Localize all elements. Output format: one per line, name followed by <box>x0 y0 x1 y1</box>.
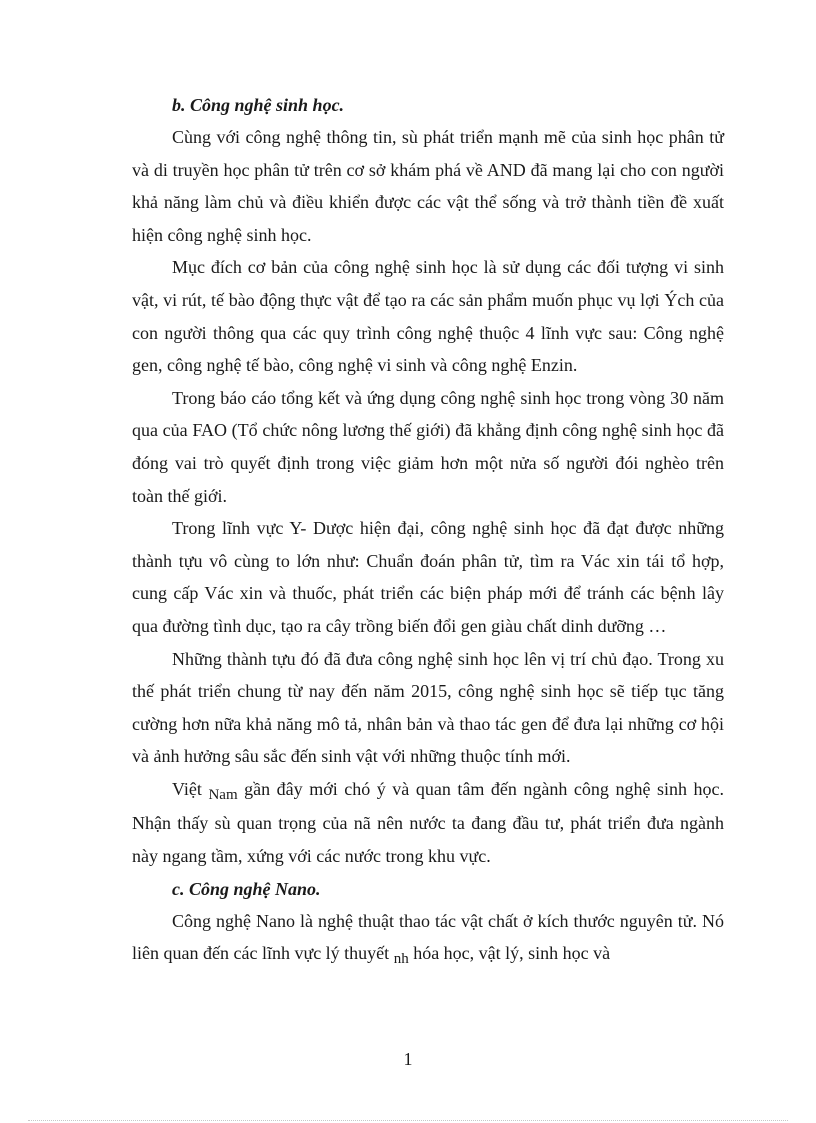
paragraph-6-subscript: Nam <box>208 786 238 803</box>
section-b-paragraph-2: Mục đích cơ bản của công nghệ sinh học là sử dụng các đối tượng vi sinh vật, vi rút, tế bào động thực vật để tạo ra các sản phẩm muốn phục vụ lợi Ých của con người thông qua các quy trình công nghệ thuộc 4 lĩnh vực sau: Công nghệ gen, công nghệ tế bào, công nghệ vi sinh và công nghệ Enzin. <box>132 257 724 376</box>
page-number: 1 <box>403 1049 413 1069</box>
section-b-paragraph-1: Cùng với công nghệ thông tin, sù phát triển mạnh mẽ của sinh học phân tử và di truyền học phân tử trên cơ sở khám phá về AND đã mang lại cho con người khả năng làm chủ và điều khiển được các vật thể sống và trở thành tiền đề xuất hiện công nghệ sinh học. <box>132 127 724 245</box>
paragraph-6-start: Việt <box>172 778 209 799</box>
section-b-paragraph-3: Trong báo cáo tổng kết và ứng dụng công nghệ sinh học trong vòng 30 năm qua của FAO (Tổ chức nông lương thế giới) đã khẳng định công nghệ sinh học đã đóng vai trò quyết định trong việc giảm hơn một nửa số người đói nghèo trên toàn thế giới. <box>132 387 724 506</box>
section-b-paragraph-5: Những thành tựu đó đã đưa công nghệ sinh học lên vị trí chủ đạo. Trong xu thế phát triển chung từ nay đến năm 2015, công nghệ sinh học sẽ tiếp tục tăng cường hơn nữa khả năng mô tả, nhân bản và thao tác gen để đưa lại những cơ hội và ảnh hưởng sâu sắc đến sinh vật với những thuộc tính mới. <box>132 648 724 767</box>
page-content <box>132 89 724 972</box>
section-b-heading: b. Công nghệ sinh học. <box>172 95 345 115</box>
page-bottom-divider <box>28 1120 788 1121</box>
section-c-paragraph-1-start: Công nghệ Nano là nghệ thuật thao tác vật chất ở kích thước nguyên tử. Nó liên quan đến các lĩnh vực lý thuyết <box>132 910 724 964</box>
paragraph-6-rest: gần đây mới chó ý và quan tâm đến ngành công nghệ sinh học. Nhận thấy sù quan trọng của nã nên nước ta đang đầu tư, phát triển đưa ngành này ngang tầm, xứng với các nước trong khu vực. <box>132 778 724 867</box>
section-b-paragraph-6 <box>132 773 724 873</box>
section-c-heading: c. Công nghệ Nano. <box>172 878 321 899</box>
section-c-paragraph-1 <box>132 905 724 972</box>
section-c-paragraph-1-rest: hóa học, vật lý, sinh học và <box>408 943 611 964</box>
section-b-paragraph-4: Trong lĩnh vực Y- Dược hiện đại, công nghệ sinh học đã đạt được những thành tựu vô cùng to lớn như: Chuẩn đoán phân tử, tìm ra Vác xin tái tổ hợp, cung cấp Vác xin và thuốc, phát triển các biện pháp mới để tránh các bệnh lây qua đường tình dục, tạo ra cây trồng biến đổi gen giàu chất dinh dưỡng … <box>132 518 724 636</box>
section-c-paragraph-1-subscript: nh <box>393 951 409 968</box>
